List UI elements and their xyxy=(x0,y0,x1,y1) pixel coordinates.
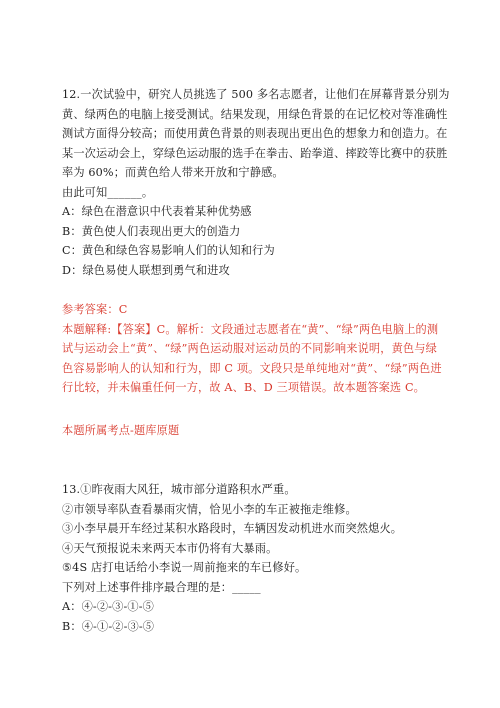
question-12-option-a: A：绿色在潜意识中代表着某种优势感 xyxy=(62,205,252,218)
question-13-event-1: 13.①昨夜雨大风狂，城市部分道路积水严重。 xyxy=(62,483,296,496)
question-13-option-a: A：④-②-③-①-⑤ xyxy=(62,600,154,613)
question-12-stem-line: 12.一次试验中，研究人员挑选了 500 多名志愿者，让他们在屏幕背景分别为 xyxy=(62,88,450,101)
question-12-option-b: B：黄色使人们表现出更大的创造力 xyxy=(62,224,241,238)
question-13-event-5: ⑤4S 店打电话给小李说一周前拖来的车已修好。 xyxy=(62,561,307,574)
question-12-prompt: 由此可知______。 xyxy=(62,185,154,199)
question-13-option-b: B：④-①-②-③-⑤ xyxy=(62,619,155,633)
question-12-stem-line: 某一次运动会上，穿绿色运动服的选手在拳击、跆拳道、摔跤等比赛中的获胜 xyxy=(62,146,448,160)
question-13-event-4: ④天气预报说未来两天本市仍将有大暴雨。 xyxy=(62,541,278,555)
explanation-line: 行比较，并未偏重任何一方，故 A、B、D 三项错误。故本题答案选 C。 xyxy=(62,381,426,394)
question-12 xyxy=(62,85,450,280)
explanation-line: 试与运动会上“黄”、“绿”两色运动服对运动员的不同影响来说明，黄色与绿 xyxy=(62,342,437,355)
question-12-option-d: D：绿色易使人联想到勇气和进攻 xyxy=(62,263,230,277)
question-13-prompt: 下列对上述事件排序最合理的是：_____ xyxy=(62,580,261,594)
question-12-stem-line: 黄、绿两色的电脑上接受测试。结果发现，用绿色背景的在记忆校对等准确性 xyxy=(62,107,448,121)
question-12-stem-line: 测试方面得分较高；而使用黄色背景的则表现出更出色的想象力和创造力。在 xyxy=(62,127,448,140)
question-13 xyxy=(62,480,442,636)
question-12-option-c: C：黄色和绿色容易影响人们的认知和行为 xyxy=(62,244,275,257)
explanation-line: 本题解释:【答案】C。解析：文段通过志愿者在“黄”、“绿”两色电脑上的测 xyxy=(62,322,439,336)
question-13-event-3: ③小李早晨开车经过某积水路段时，车辆因发动机进水而突然熄火。 xyxy=(62,522,403,535)
question-13-event-2: ②市领导率队查看暴雨灾情，恰见小李的车正被拖走维修。 xyxy=(62,502,357,516)
question-12-stem-line: 率为 60%；而黄色给人带来开放和宁静感。 xyxy=(62,166,284,179)
question-12-source xyxy=(62,421,442,441)
reference-answer: 参考答案：C xyxy=(62,303,128,316)
source-note: 本题所属考点-题库原题 xyxy=(62,424,180,437)
question-12-answer-section xyxy=(62,300,442,398)
explanation-line: 色容易影响人的认知和行为，即 C 项。文段只是单纯地对“黄”、“绿”两色进 xyxy=(62,361,442,375)
